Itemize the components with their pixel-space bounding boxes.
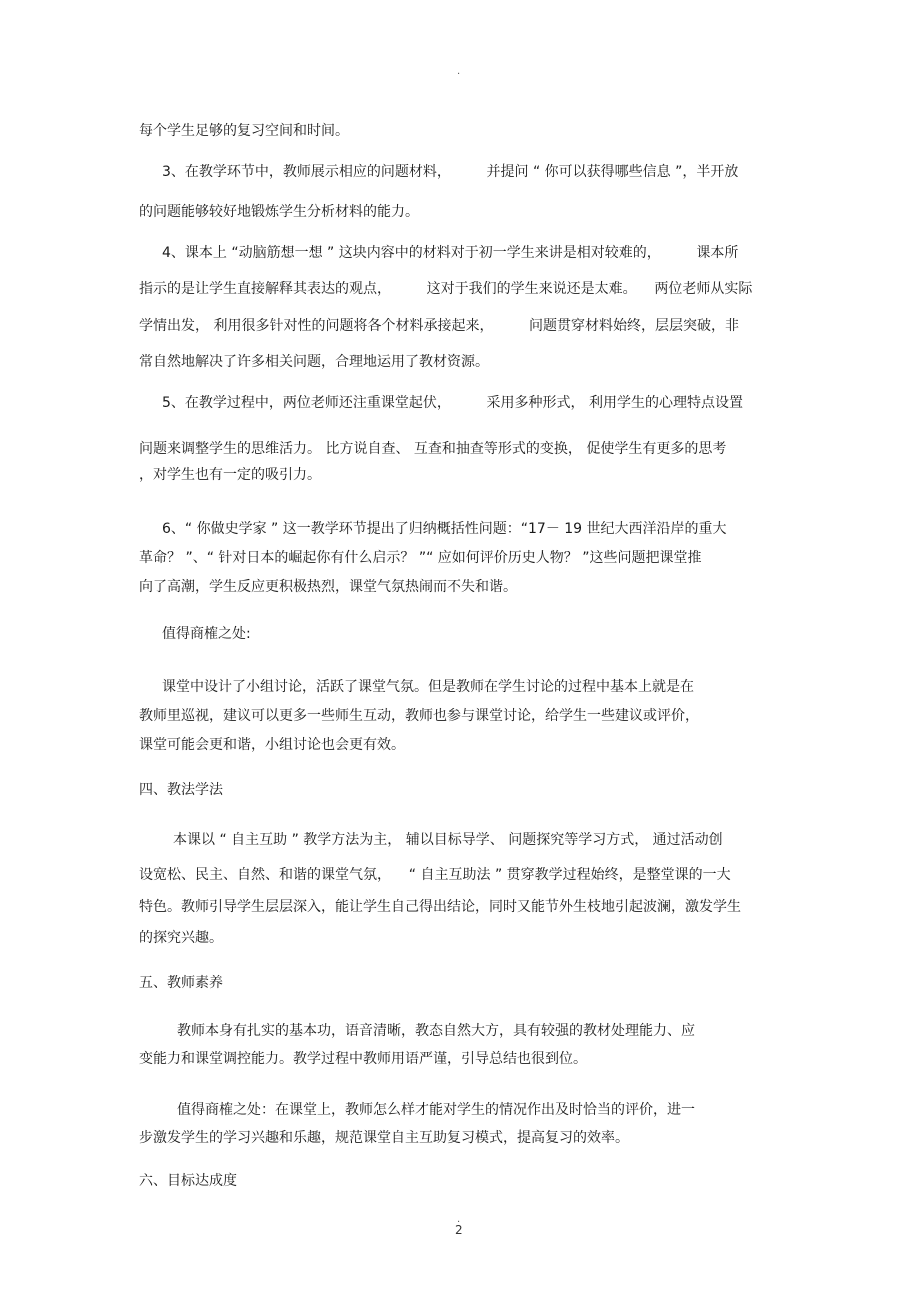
text-line: 指示的是让学生直接解释其表达的观点， 这对于我们的学生来说还是太难。 两位老师从实际 bbox=[139, 281, 753, 297]
text-line: 特色。教师引导学生层层深入，能让学生自己得出结论，同时又能节外生枝地引起波澜，激发学生 bbox=[139, 899, 741, 915]
text-line: 问题来调整学生的思维活力。 比方说自查、 互查和抽查等形式的变换， 促使学生有更多的思考 bbox=[139, 441, 727, 457]
text-line: 6、“ 你做史学家 ” 这一教学环节提出了归纳概括性问题：“17－ 19 世纪大西洋沿岸的重大 bbox=[162, 521, 727, 537]
text-line: 3、在教学环节中，教师展示相应的问题材料， 并提问 “ 你可以获得哪些信息 ”，半开放 bbox=[162, 164, 739, 180]
text-line: 4、课本上 “动脑筋想一想 ” 这块内容中的材料对于初一学生来讲是相对较难的， 课本所 bbox=[162, 245, 739, 261]
text-line: 值得商榷之处：在课堂上，教师怎么样才能对学生的情况作出及时恰当的评价，进一 bbox=[177, 1102, 695, 1118]
text-line: 的探究兴趣。 bbox=[139, 930, 223, 946]
text-line: 向了高潮，学生反应更积极热烈，课堂气氛热闹而不失和谐。 bbox=[139, 579, 517, 595]
text-line: 教师里巡视，建议可以更多一些师生互动，教师也参与课堂讨论，给学生一些建议或评价， bbox=[139, 708, 699, 724]
footer-mark: . bbox=[457, 1214, 461, 1225]
text-line: 变能力和课堂调控能力。教学过程中教师用语严谨，引导总结也很到位。 bbox=[139, 1051, 587, 1067]
text-line: 课堂可能会更和谐，小组讨论也会更有效。 bbox=[139, 737, 405, 753]
section-heading: 四、教法学法 bbox=[139, 782, 223, 798]
text-line: 本课以 “ 自主互助 ” 教学方法为主， 辅以目标导学、 问题探究等学习方式， 通过活动创 bbox=[173, 832, 723, 848]
text-line: 教师本身有扎实的基本功，语音清晰，教态自然大方，具有较强的教材处理能力、应 bbox=[177, 1023, 695, 1039]
section-subheading: 值得商榷之处: bbox=[162, 626, 251, 642]
section-heading: 五、教师素养 bbox=[139, 975, 223, 991]
section-heading: 六、目标达成度 bbox=[139, 1173, 237, 1189]
text-line: 学情出发， 利用很多针对性的问题将各个材料承接起来， 问题贯穿材料始终，层层突破，非 bbox=[139, 318, 740, 334]
text-line: ，对学生也有一定的吸引力。 bbox=[139, 467, 321, 483]
text-line: 课堂中设计了小组讨论，活跃了课堂气氛。但是教师在学生讨论的过程中基本上就是在 bbox=[162, 679, 694, 695]
text-line: 每个学生足够的复习空间和时间。 bbox=[139, 123, 349, 139]
text-line: 常自然地解决了许多相关问题，合理地运用了教材资源。 bbox=[139, 354, 489, 370]
text-line: 5、在教学过程中，两位老师还注重课堂起伏， 采用多种形式， 利用学生的心理特点设置 bbox=[162, 395, 743, 411]
text-line: 革命？ ”、“ 针对日本的崛起你有什么启示？ ”“ 应如何评价历史人物？ ”这些问题把课堂推 bbox=[139, 550, 702, 566]
text-line: 的问题能够较好地锻炼学生分析材料的能力。 bbox=[139, 204, 419, 220]
text-line: 设宽松、民主、自然、和谐的课堂气氛， “ 自主互助法 ” 贯穿教学过程始终，是整堂课的一大 bbox=[139, 867, 731, 883]
header-mark: . bbox=[457, 66, 461, 77]
page-number: 2 bbox=[455, 1223, 463, 1237]
text-line: 步激发学生的学习兴趣和乐趣，规范课堂自主互助复习模式，提高复习的效率。 bbox=[139, 1130, 629, 1146]
